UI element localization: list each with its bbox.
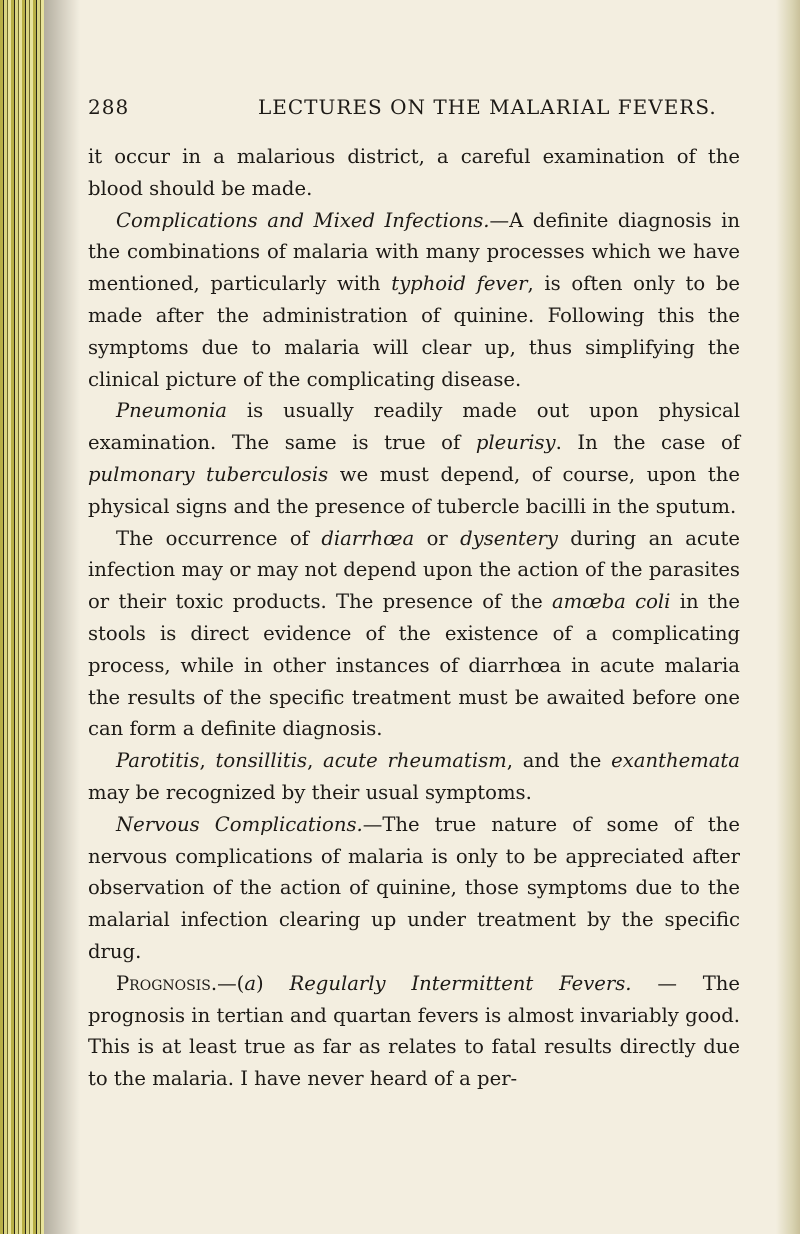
book-binding-edge bbox=[0, 0, 44, 1234]
section-heading: Nervous Complications. bbox=[116, 812, 363, 836]
gutter-shadow bbox=[44, 0, 80, 1234]
body-text bbox=[88, 141, 740, 1095]
book-page bbox=[88, 0, 740, 1095]
section-heading: Complications and Mixed Infections. bbox=[116, 208, 490, 232]
subsection-heading: Regularly Intermittent Fevers. bbox=[289, 971, 632, 995]
section-heading: Prognosis. bbox=[116, 971, 218, 995]
paragraph-parotitis: Parotitis, tonsillitis, acute rheumatism, and the exanthemata may be recognized by their usual symptoms. bbox=[88, 749, 740, 804]
running-title: LECTURES ON THE MALARIAL FEVERS. bbox=[258, 95, 717, 119]
paragraph-diarrhoea: The occurrence of diarrhœa or dysentery during an acute infection may or may not depend upon the action of the parasites or their toxic products. The presence of the amœba coli in the stools is direct evidence of the existence of a complicating process, while in other instances of diarrhœa in acute malaria the results of the specific treatment must be awaited before one can form a definite diagnosis. bbox=[88, 526, 740, 741]
paragraph-pneumonia: Pneumonia is usually readily made out upon physical examination. The same is true of pleurisy. In the case of pulmonary tuberculosis we must depend, of course, upon the physical signs and the presence of tubercle bacilli in the sputum. bbox=[88, 399, 740, 518]
paragraph-prognosis: Prognosis.—(a) Regularly Intermittent Fevers. — The prognosis in tertian and quartan fevers is almost invariably good. This is at least true as far as relates to fatal results directly due to the malaria. I have never heard of a per- bbox=[88, 971, 741, 1091]
paragraph-complications: Complications and Mixed Infections.—A definite diagnosis in the combinations of malaria with many processes which we have mentioned, particularly with typhoid fever, is often only to be made after the administration of quinine. Following this the symptoms due to malaria will clear up, thus simplifying the clinical picture of the complicating disease. bbox=[88, 208, 741, 391]
page-header bbox=[88, 95, 740, 119]
paragraph-nervous: Nervous Complications.—The true nature of some of the nervous complications of malaria is only to be appreciated after observation of the action of quinine, those symptoms due to the malarial infection clearing up under treatment by the specific drug. bbox=[88, 812, 740, 963]
page-edge bbox=[776, 0, 800, 1234]
paragraph-continuation: it occur in a malarious district, a careful examination of the blood should be made. bbox=[88, 145, 740, 200]
page-number: 288 bbox=[88, 95, 130, 119]
